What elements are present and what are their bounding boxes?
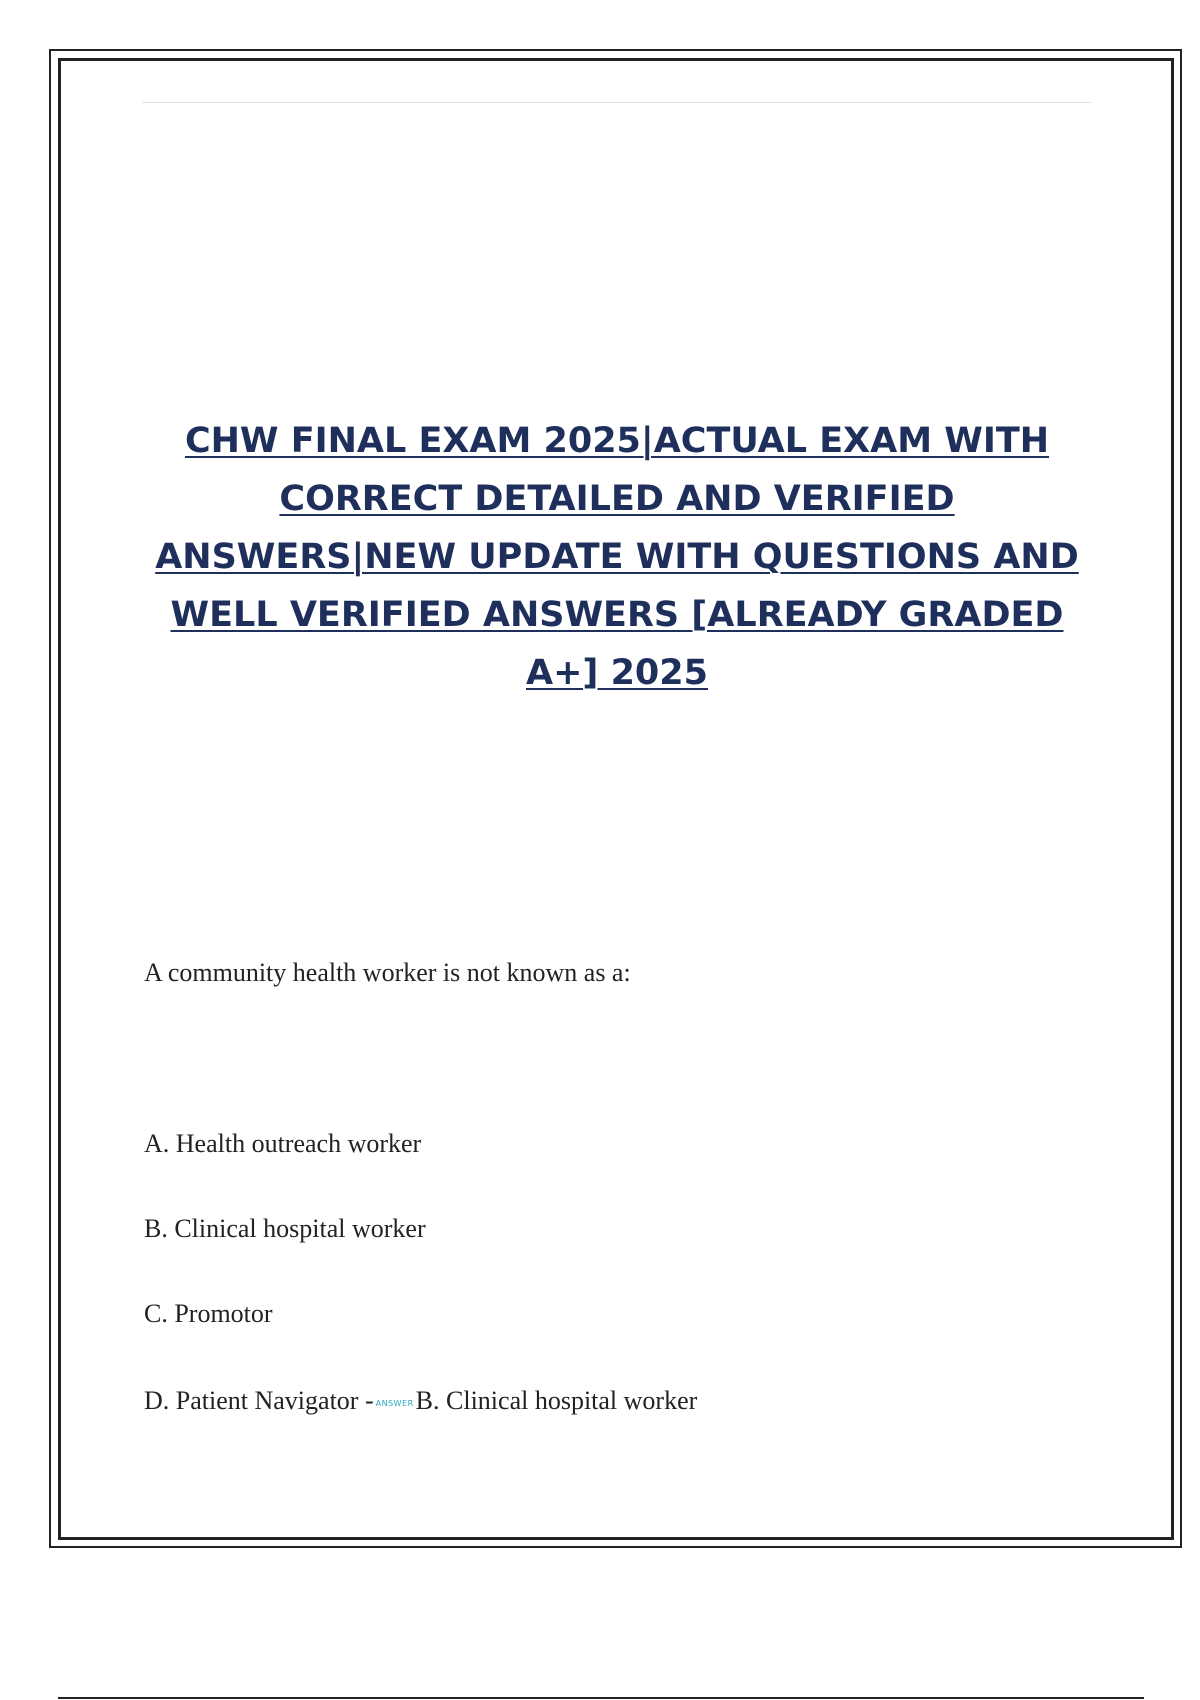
option-a: [144, 1129, 421, 1159]
document-title: CHW FINAL EXAM 2025|ACTUAL EXAM WITH CORRECT DETAILED AND VERIFIED ANSWERS|NEW UPDATE WITH QUESTIONS AND WELL VERIFIED ANSWERS [ALREADY GRADED A+] 2025: [155, 421, 1079, 693]
question-text: A community health worker is not known as a:: [144, 958, 631, 987]
answer-text: B. Clinical hospital worker: [415, 1386, 698, 1415]
header-divider: [142, 102, 1092, 103]
option-a-text: A. Health outreach worker: [144, 1129, 422, 1158]
option-d: [144, 1386, 697, 1416]
option-b-text: B. Clinical hospital worker: [144, 1214, 426, 1243]
answer-tag: ANSWER: [375, 1398, 414, 1408]
option-b: [144, 1214, 426, 1244]
option-d-text: D. Patient Navigator -: [144, 1386, 374, 1415]
footer-divider: [58, 1697, 1144, 1699]
option-c-text: C. Promotor: [144, 1299, 273, 1328]
option-c: [144, 1299, 273, 1329]
